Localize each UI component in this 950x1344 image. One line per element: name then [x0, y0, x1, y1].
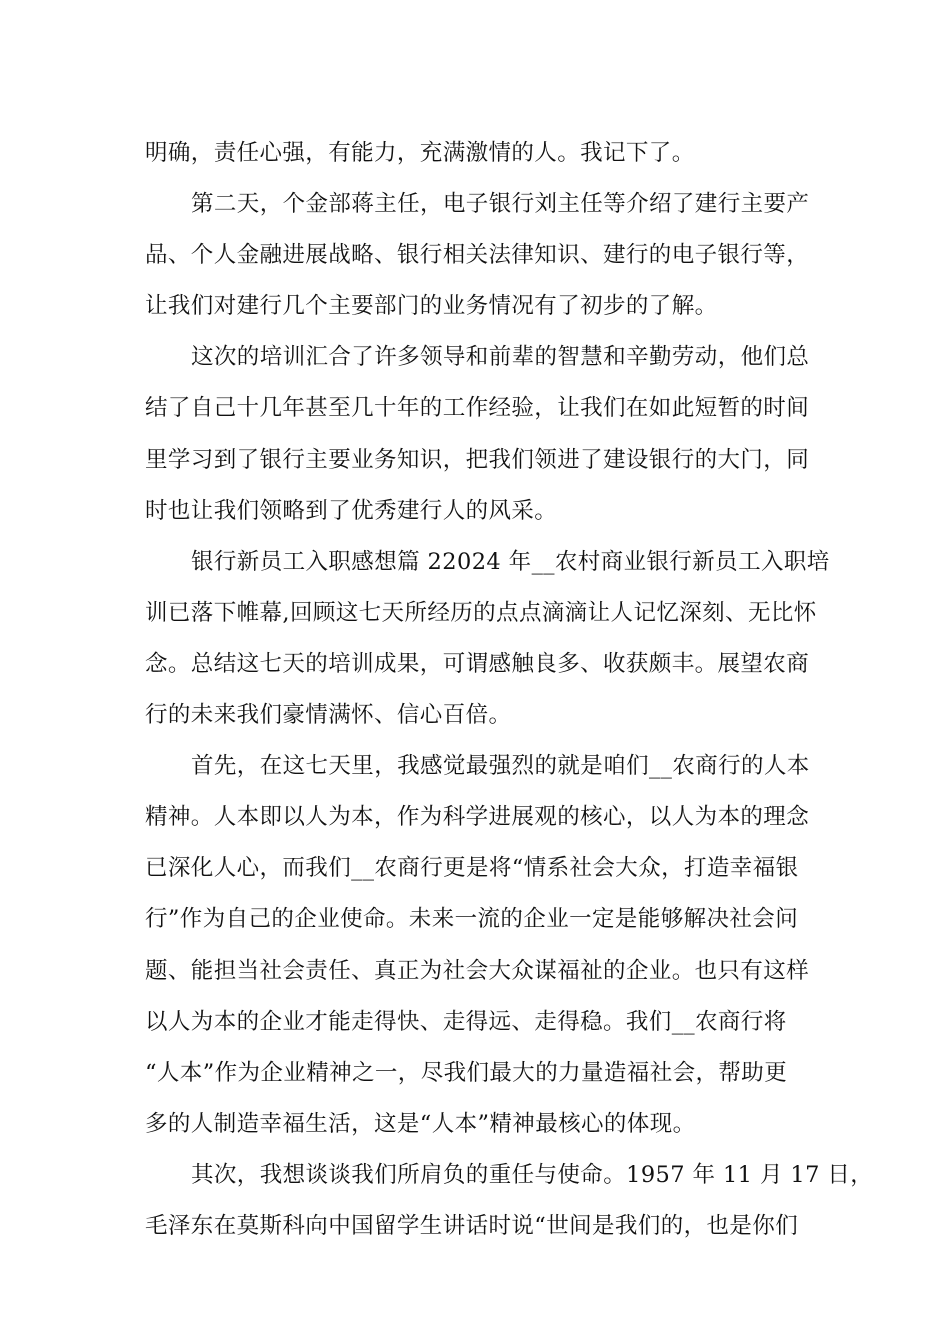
text-line: 以人为本的企业才能走得快、走得远、走得稳。我们__农商行将: [145, 1008, 787, 1035]
text-line: 首先，在这七天里，我感觉最强烈的就是咱们__农商行的人本: [191, 753, 810, 780]
text-line: 已深化人心，而我们__农商行更是将“情系社会大众，打造幸福银: [145, 855, 799, 882]
text-line: 多的人制造幸福生活，这是“人本”精神最核心的体现。: [145, 1110, 696, 1137]
text-line: 行”作为自己的企业使命。未来一流的企业一定是能够解决社会问: [145, 906, 799, 933]
text-line: 明确，责任心强，有能力，充满激情的人。我记下了。: [145, 140, 695, 166]
text-line: 题、能担当社会责任、真正为社会大众谋福祉的企业。也只有这样: [145, 957, 810, 984]
text-line: “人本”作为企业精神之一，尽我们最大的力量造福社会，帮助更: [145, 1059, 788, 1086]
text-line: 银行新员工入职感想篇 22024 年__农村商业银行新员工入职培: [191, 548, 830, 575]
text-line: 这次的培训汇合了许多领导和前辈的智慧和辛勤劳动，他们总: [191, 344, 810, 371]
text-line: 里学习到了银行主要业务知识，把我们领进了建设银行的大门，同: [145, 446, 810, 473]
text-line: 念。总结这七天的培训成果，可谓感触良多、收获颇丰。展望农商: [145, 650, 810, 677]
text-line: 第二天，个金部蒋主任，电子银行刘主任等介绍了建行主要产: [191, 191, 810, 218]
text-line: 其次，我想谈谈我们所肩负的重任与使命。1957 年 11 月 17 日，: [191, 1161, 874, 1188]
text-line: 结了自己十几年甚至几十年的工作经验，让我们在如此短暂的时间: [145, 395, 810, 422]
text-line: 训已落下帷幕,回顾这七天所经历的点点滴滴让人记忆深刻、无比怀: [145, 599, 817, 626]
document-body: [145, 128, 874, 1252]
text-line: 行的未来我们豪情满怀、信心百倍。: [145, 702, 512, 729]
text-line: 精神。人本即以人为本，作为科学进展观的核心，以人为本的理念: [145, 804, 810, 831]
text-line: 时也让我们领略到了优秀建行人的风采。: [145, 497, 558, 524]
text-line: 让我们对建行几个主要部门的业务情况有了初步的了解。: [145, 293, 718, 320]
text-line: 毛泽东在莫斯科向中国留学生讲话时说“世间是我们的，也是你们: [145, 1212, 799, 1239]
text-line: 品、个人金融进展战略、银行相关法律知识、建行的电子银行等，: [145, 242, 810, 269]
